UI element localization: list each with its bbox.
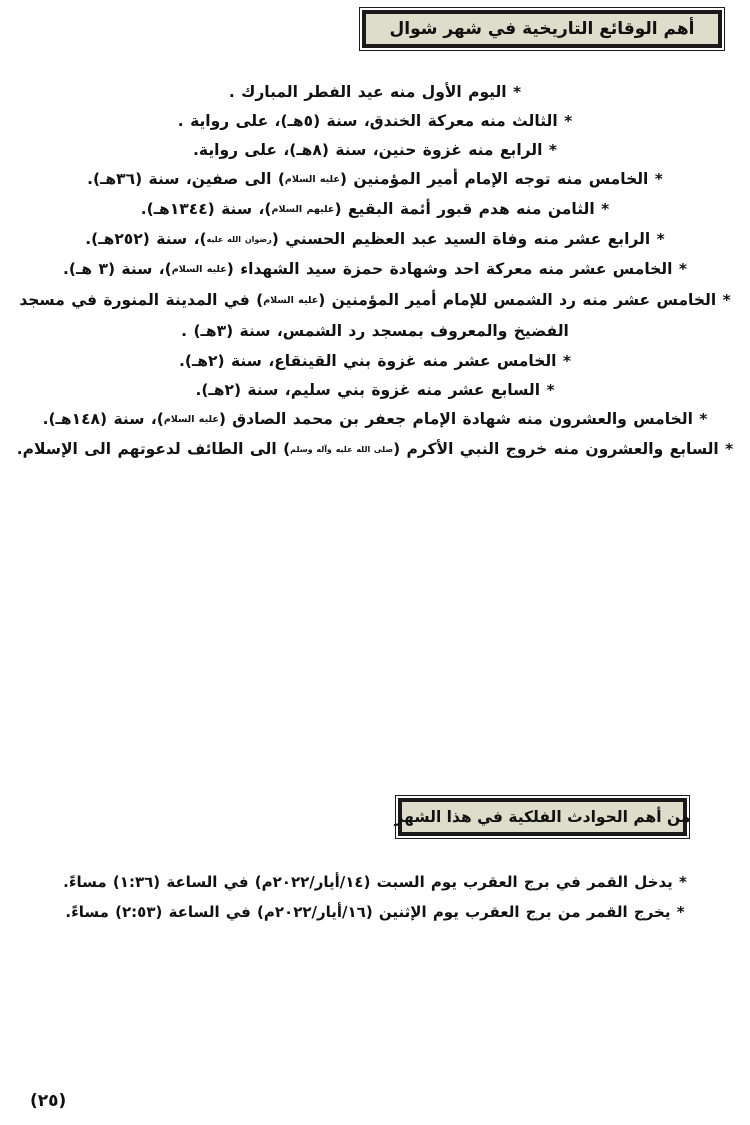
list-item-text: الثالث منه معركة الخندق، سنة (٥هـ)، على رواية . [177,112,558,130]
list-item [16,107,734,135]
list-item [16,405,734,434]
honorific-phrase: عليه السلام [284,174,340,185]
list-item [16,225,734,254]
list-item-text-before: الثامن منه هدم قبور أئمة البقيع ( [334,200,595,218]
list-item-text-before: الخامس والعشرون منه شهادة الإمام جعفر بن محمد الصادق ( [218,410,693,428]
list-item-text: يدخل القمر في برج العقرب يوم السبت (١٤/أيار/٢٠٢٢م) في الساعة (١:٣٦) مساءً. [63,873,673,891]
honorific-phrase: رضوان الله عليه [206,235,272,244]
list-item [16,195,734,224]
list-item [16,136,734,164]
honorific-phrase: عليهم السلام [271,204,335,215]
bullet-marker: * [678,873,687,891]
list-item-text-after: ) الى الطائف لدعوتهم الى الإسلام. [16,440,291,458]
list-item [16,285,734,346]
bullet-marker: * [601,200,610,218]
section-heading-astronomical-events [394,798,691,836]
page-number: (٢٥) [30,1091,67,1111]
bullet-marker: * [722,291,731,309]
section-spacer [0,600,750,790]
list-item-text-before: السابع والعشرون منه خروج النبي الأكرم ( [393,440,719,458]
bullet-marker: * [548,141,557,159]
bullet-marker: * [678,260,687,278]
list-item-text: السابع عشر منه غزوة بني سليم، سنة (٢هـ). [195,381,541,399]
list-item-text-after: )، سنة (١٣٤٤هـ). [140,200,272,218]
historic-events-list [16,78,734,465]
list-item-text: اليوم الأول منه عيد الفطر المبارك . [228,83,507,101]
honorific-phrase: عليه السلام [163,414,219,425]
list-item-text-before: الخامس منه توجه الإمام أمير المؤمنين ( [339,170,649,188]
list-item [16,898,734,927]
bullet-marker: * [513,83,522,101]
section-heading-historic-events [362,10,722,48]
honorific-phrase: عليه السلام [171,264,227,275]
bullet-marker: * [564,112,573,130]
list-item-text-before: الخامس عشر منه رد الشمس للإمام أمير المؤمنين ( [318,291,717,309]
list-item-text-after: ) في المدينة المنورة في مسجد الفضيخ والمعروف بمسجد رد الشمس، سنة (٣هـ) . [19,291,569,340]
bullet-marker: * [699,410,708,428]
section-heading-historic-events-text: أهم الوقائع التاريخية في شهر شوال [389,19,695,39]
list-item-text-after: ) الى صفين، سنة (٣٦هـ). [87,170,285,188]
list-item-text: يخرج القمر من برج العقرب يوم الإثنين (١٦/أيار/٢٠٢٢م) في الساعة (٢:٥٣) مساءً. [65,903,671,921]
list-item [16,255,734,284]
list-item [16,347,734,375]
list-item-text-after: )، سنة (٢٥٢هـ). [85,230,207,248]
list-item [16,868,734,897]
list-item [16,435,734,464]
list-item-text: الخامس عشر منه غزوة بني القينقاع، سنة (٢هـ). [178,352,557,370]
list-item-text-after: )، سنة (١٤٨هـ). [42,410,164,428]
honorific-phrase: صلى الله عليه وآله وسلم [290,445,394,454]
list-item-text-before: الخامس عشر منه معركة احد وشهادة حمزة سيد الشهداء ( [226,260,673,278]
list-item [16,165,734,194]
bullet-marker: * [656,230,665,248]
bullet-marker: * [562,352,572,370]
honorific-phrase: عليه السلام [263,295,319,306]
bullet-marker: * [546,381,555,399]
list-item-text: الرابع منه غزوة حنين، سنة (٨هـ)، على رواية. [193,141,543,159]
astronomical-events-list [16,868,734,928]
bullet-marker: * [676,903,685,921]
bullet-marker: * [654,170,663,188]
list-item-text-before: الرابع عشر منه وفاة السيد عبد العظيم الحسني ( [271,230,651,248]
list-item-text-after: )، سنة (٣ هـ). [63,260,172,278]
section-heading-astronomical-events-text: من أهم الحوادث الفلكية في هذا الشهر [394,808,691,826]
bullet-marker: * [725,440,734,458]
list-item [16,376,734,404]
list-item [16,78,734,106]
